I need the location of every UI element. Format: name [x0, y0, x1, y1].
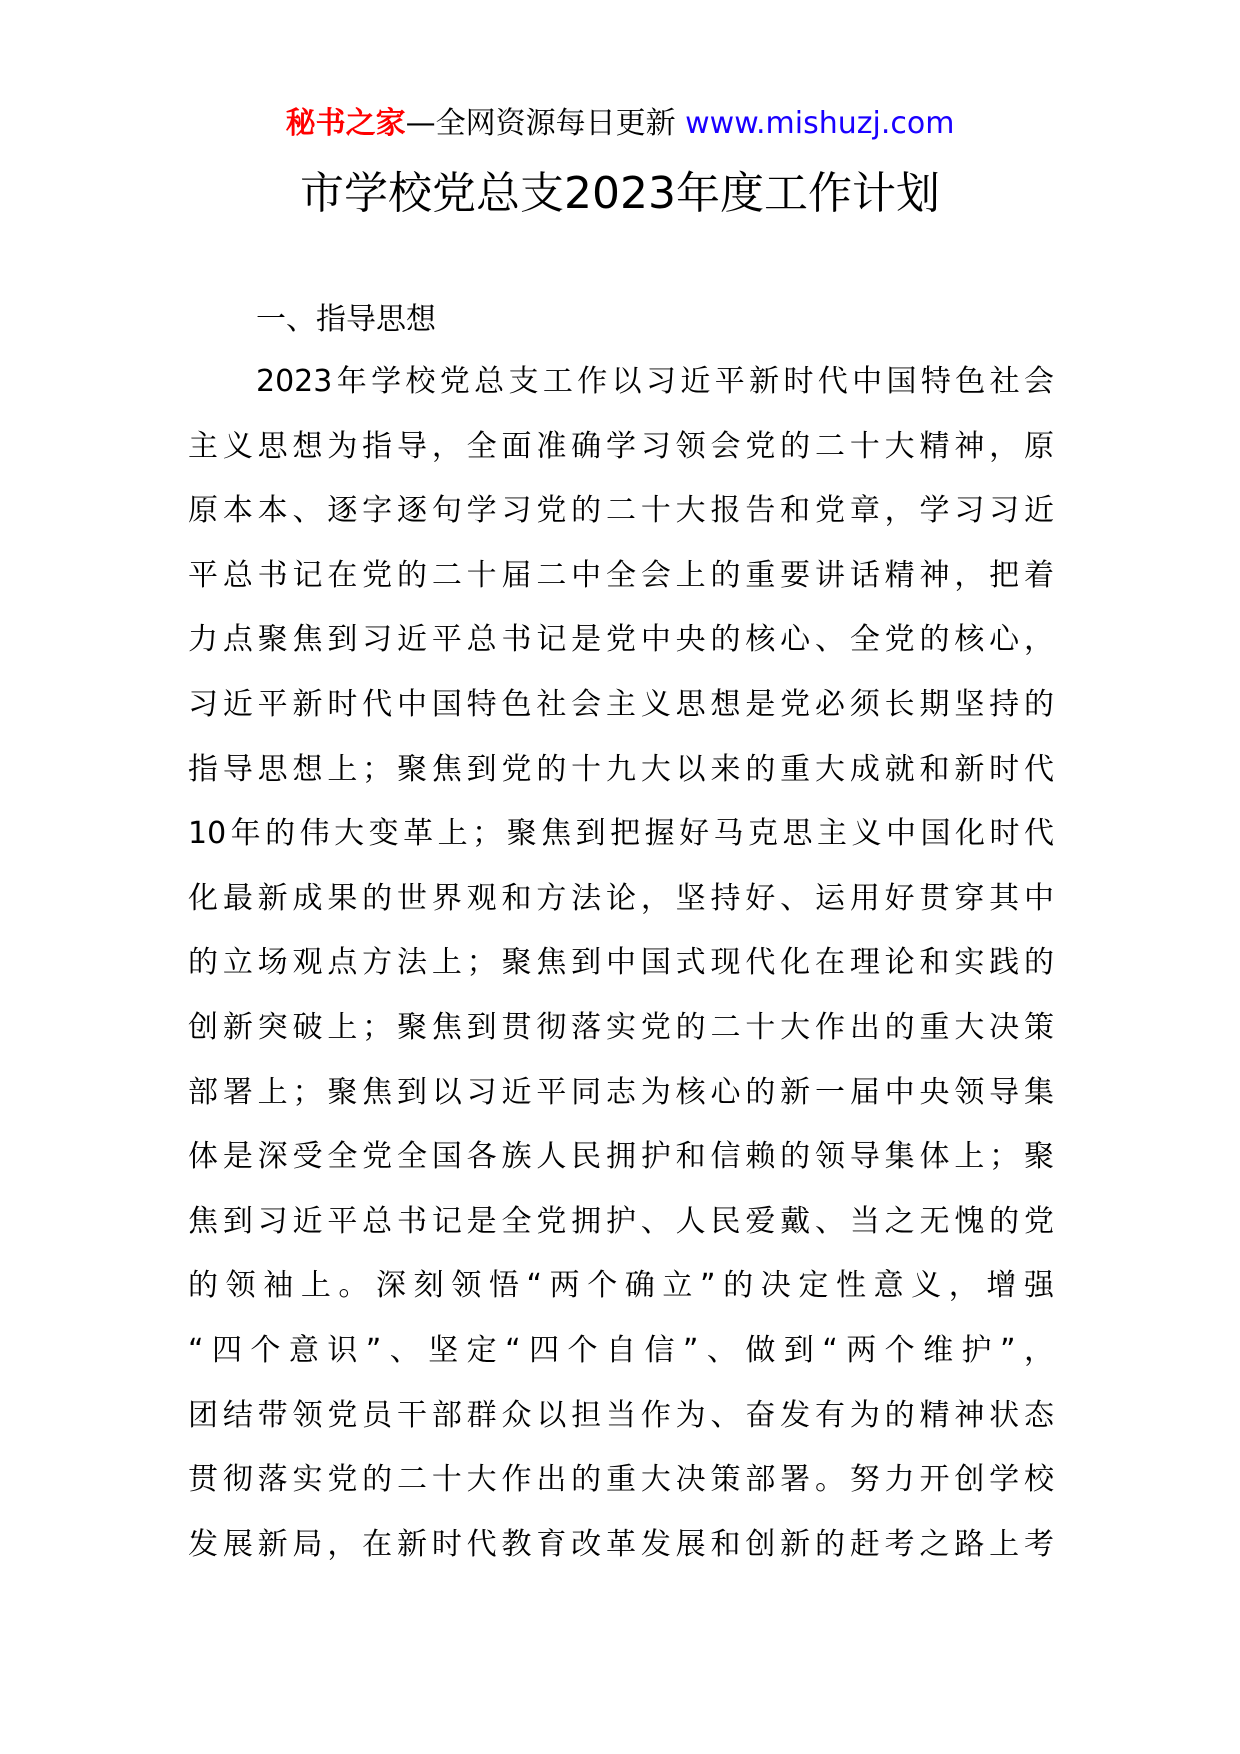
- paragraph-line: 化最新成果的世界观和方法论，坚持好、运用好贯穿其中: [188, 880, 1054, 916]
- paragraph-line: 2023年学校党总支工作以习近平新时代中国特色社会: [256, 364, 1054, 399]
- header-slogan: —全网资源每日更新: [405, 106, 676, 141]
- paragraph-line: 的领袖上。深刻领悟“两个确立”的决定性意义，增强: [188, 1268, 1054, 1304]
- site-header: [0, 100, 1240, 148]
- paragraph-line: 习近平新时代中国特色社会主义思想是党必须长期坚持的: [188, 686, 1054, 722]
- document-title: 市学校党总支2023年度工作计划: [300, 168, 940, 219]
- paragraph-line: 平总书记在党的二十届二中全会上的重要讲话精神，把着: [188, 557, 1054, 593]
- header-brand: 秘书之家: [285, 106, 406, 141]
- paragraph-line: 创新突破上；聚焦到贯彻落实党的二十大作出的重大决策: [188, 1009, 1054, 1045]
- paragraph: [188, 358, 1054, 1585]
- header-url-link[interactable]: www.mishuzj.com: [685, 106, 955, 141]
- section-heading: 一、指导思想: [256, 302, 436, 337]
- paragraph-line: 贯彻落实党的二十大作出的重大决策部署。努力开创学校: [188, 1462, 1054, 1498]
- paragraph-line: 指导思想上；聚焦到党的十九大以来的重大成就和新时代: [188, 751, 1054, 787]
- paragraph-line: 主义思想为指导，全面准确学习领会党的二十大精神，原: [188, 428, 1054, 464]
- paragraph-line: 团结带领党员干部群众以担当作为、奋发有为的精神状态: [188, 1397, 1054, 1433]
- paragraph-line: “四个意识”、坚定“四个自信”、做到“两个维护”，: [188, 1332, 1054, 1368]
- paragraph-line: 体是深受全党全国各族人民拥护和信赖的领导集体上；聚: [188, 1139, 1054, 1175]
- paragraph-line: 原本本、逐字逐句学习党的二十大报告和党章，学习习近: [188, 493, 1054, 529]
- paragraph-line: 发展新局，在新时代教育改革发展和创新的赶考之路上考: [188, 1526, 1054, 1562]
- paragraph-line: 10年的伟大变革上；聚焦到把握好马克思主义中国化时代: [188, 816, 1054, 852]
- paragraph-line: 部署上；聚焦到以习近平同志为核心的新一届中央领导集: [188, 1074, 1054, 1110]
- paragraph-line: 的立场观点方法上；聚焦到中国式现代化在理论和实践的: [188, 945, 1054, 981]
- paragraph-line: 焦到习近平总书记是全党拥护、人民爱戴、当之无愧的党: [188, 1203, 1054, 1239]
- paragraph-line: 力点聚焦到习近平总书记是党中央的核心、全党的核心，: [188, 622, 1054, 658]
